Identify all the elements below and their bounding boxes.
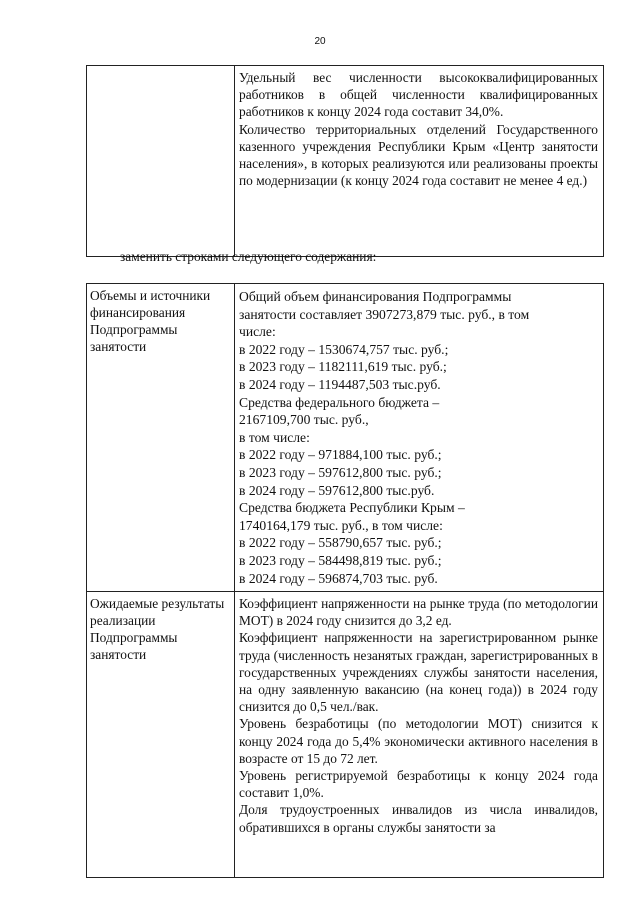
- financing-line: в 2024 году – 1194487,503 тыс.руб.: [239, 376, 441, 392]
- indicators-cell: [235, 66, 603, 256]
- financing-line: занятости составляет 3907273,879 тыс. руб., в том: [239, 306, 530, 322]
- financing-row: [87, 284, 603, 591]
- financing-line: в 2023 году – 584498,819 тыс. руб.;: [239, 552, 442, 568]
- financing-line: в 2022 году – 971884,100 тыс. руб.;: [239, 447, 442, 463]
- financing-line: в 2024 году – 596874,703 тыс. руб.: [239, 570, 438, 586]
- result-paragraph: Коэффициент напряженности на зарегистрированном рынке труда (численность незанятых граждан, зарегистрированных в государственных учреждениях службы занятости населения, на одну заявленную вакансию (на конец года)) в 2024 году снизится до 0,5 чел./вак.: [239, 630, 598, 715]
- indicator-paragraph: Количество территориальных отделений Государственного казенного учреждения Республики Крым «Центр занятости населения», в которых реализуются или реализованы проекты по модернизации (к концу 2024 года составит не менее 4 ед.): [239, 121, 598, 189]
- result-paragraph: Уровень безработицы (по методологии МОТ) снизится к концу 2024 года до 5,4% экономически активного населения в возрасте от 15 до 72 лет.: [239, 716, 598, 766]
- expected-results-cell: [235, 592, 603, 877]
- result-paragraph: Уровень регистрируемой безработицы к концу 2024 года составит 1,0%.: [239, 768, 598, 801]
- result-paragraph: Коэффициент напряженности на рынке труда (по методологии МОТ) в 2024 году снизится до 3,2 ед.: [239, 596, 598, 629]
- financing-line: Средства бюджета Республики Крым –: [239, 500, 465, 516]
- empty-label-cell: [87, 66, 235, 256]
- financing-line: 1740164,179 тыс. руб., в том числе:: [239, 517, 443, 533]
- financing-line: в 2022 году – 1530674,757 тыс. руб.;: [239, 341, 449, 357]
- result-paragraph: Доля трудоустроенных инвалидов из числа инвалидов, обратившихся в органы службы занятости за: [239, 802, 598, 835]
- financing-line: числе:: [239, 324, 276, 340]
- financing-line: в 2022 году – 558790,657 тыс. руб.;: [239, 535, 442, 551]
- financing-cell: [235, 284, 603, 591]
- indicator-paragraph: Удельный вес численности высококвалифицированных работников в общей численности квалифицированных работников к концу 2024 года составит 34,0%.: [239, 70, 598, 120]
- page-number: 20: [314, 36, 326, 47]
- replacement-table: [86, 283, 604, 878]
- financing-line: в 2024 году – 597612,800 тыс.руб.: [239, 482, 435, 498]
- financing-line: в том числе:: [239, 429, 310, 445]
- expected-results-label: Ожидаемые результаты реализации Подпрограммы занятости: [87, 592, 235, 877]
- continuation-table: [86, 65, 604, 257]
- financing-line: Средства федерального бюджета –: [239, 394, 440, 410]
- financing-line: Общий объем финансирования Подпрограммы: [239, 289, 512, 304]
- financing-line: 2167109,700 тыс. руб.,: [239, 412, 369, 428]
- financing-line: в 2023 году – 597612,800 тыс. руб.;: [239, 464, 442, 480]
- replacement-instruction: заменить строками следующего содержания:: [120, 249, 377, 264]
- financing-line: в 2023 году – 1182111,619 тыс. руб.;: [239, 359, 447, 375]
- financing-label: Объемы и источники финансирования Подпрограммы занятости: [87, 284, 235, 591]
- expected-results-row: [87, 591, 603, 877]
